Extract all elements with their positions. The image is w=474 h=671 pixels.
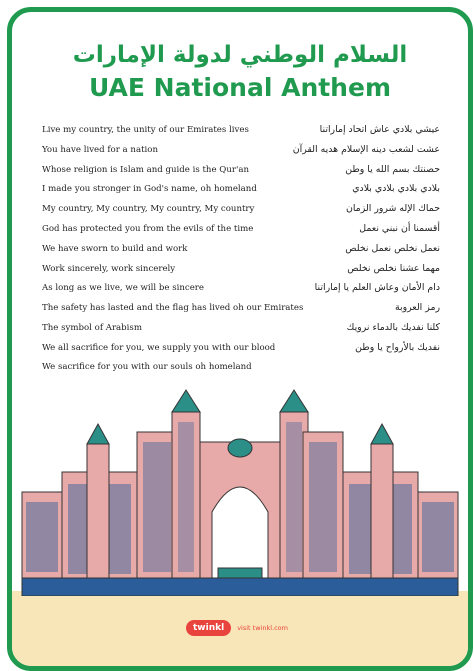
lyric-arabic: دام الأمان وعاش العلم يا إماراتنا xyxy=(314,282,440,294)
english-title: UAE National Anthem xyxy=(89,73,391,102)
lyric-arabic: عيشي بلادي عاش اتحاد إماراتنا xyxy=(319,124,440,135)
green-border-frame xyxy=(7,7,473,671)
lyric-row xyxy=(42,243,440,263)
central-arch xyxy=(200,439,280,596)
lyric-row xyxy=(42,144,440,164)
lyric-row xyxy=(42,342,440,362)
lyric-arabic: أقسمنا أن نبني نعمل xyxy=(359,222,440,234)
lyric-english: As long as we live, we will be sincere xyxy=(42,283,204,294)
twinkl-url[interactable]: visit twinkl.com xyxy=(237,624,288,632)
lyric-row xyxy=(42,263,440,283)
lyrics-list xyxy=(42,124,440,381)
left-main-tower xyxy=(137,390,200,596)
lyric-arabic: نفديك بالأرواح يا وطن xyxy=(355,341,440,353)
lyric-english: God has protected you from the evils of the time xyxy=(42,223,254,234)
lyric-english: I made you stronger in God's name, oh homeland xyxy=(42,184,257,195)
lyric-row xyxy=(42,223,440,243)
lyric-row xyxy=(42,164,440,184)
lyric-row xyxy=(42,183,440,203)
lyric-arabic: حماك الإله شرور الزمان xyxy=(345,203,440,215)
lyric-english: Work sincerely, work sincerely xyxy=(42,263,176,274)
lyric-arabic: مهما عشنا نخلص نخلص xyxy=(347,262,440,274)
lyric-row xyxy=(42,322,440,342)
lyric-english: Live my country, the unity of our Emirates lives xyxy=(42,125,249,135)
lyric-arabic: حصنتك بسم الله يا وطن xyxy=(345,163,440,175)
lyric-row xyxy=(42,302,440,322)
arabic-title: السلام الوطني لدولة الإمارات xyxy=(72,42,408,68)
lyric-row xyxy=(42,203,440,223)
lyric-arabic: نعمل نخلص نعمل نخلص xyxy=(345,242,440,254)
lyric-arabic: رمز العروبة xyxy=(394,302,440,314)
lyric-row xyxy=(42,282,440,302)
lyric-english: My country, My country, My country, My country xyxy=(42,204,255,215)
lyric-english: We sacrifice for you with our souls oh homeland xyxy=(42,361,252,372)
lyric-english: We all sacrifice for you, we supply you with our blood xyxy=(42,342,276,353)
twinkl-badge: twinkl xyxy=(186,620,231,636)
right-main-tower xyxy=(280,390,343,596)
lyric-english: The safety has lasted and the flag has lived oh our Emirates xyxy=(42,303,304,314)
lyric-english: Whose religion is Islam and guide is the Qur'an xyxy=(42,164,249,175)
lyric-row xyxy=(42,124,440,144)
atlantis-hotel-illustration xyxy=(12,372,468,596)
lyric-english: You have lived for a nation xyxy=(42,144,158,155)
lyric-english: We have sworn to build and work xyxy=(42,243,188,254)
lyric-arabic: عشت لشعب دينه الإسلام هديه القرآن xyxy=(292,143,440,155)
lyric-arabic: بلادي بلادي بلادي بلادي xyxy=(352,183,440,195)
lyric-arabic: كلنا نفديك بالدماء نرويك xyxy=(346,321,440,333)
right-wing xyxy=(343,424,458,596)
lyric-english: The symbol of Arabism xyxy=(42,322,142,333)
left-wing xyxy=(22,424,137,596)
twinkl-logo[interactable] xyxy=(186,620,288,636)
